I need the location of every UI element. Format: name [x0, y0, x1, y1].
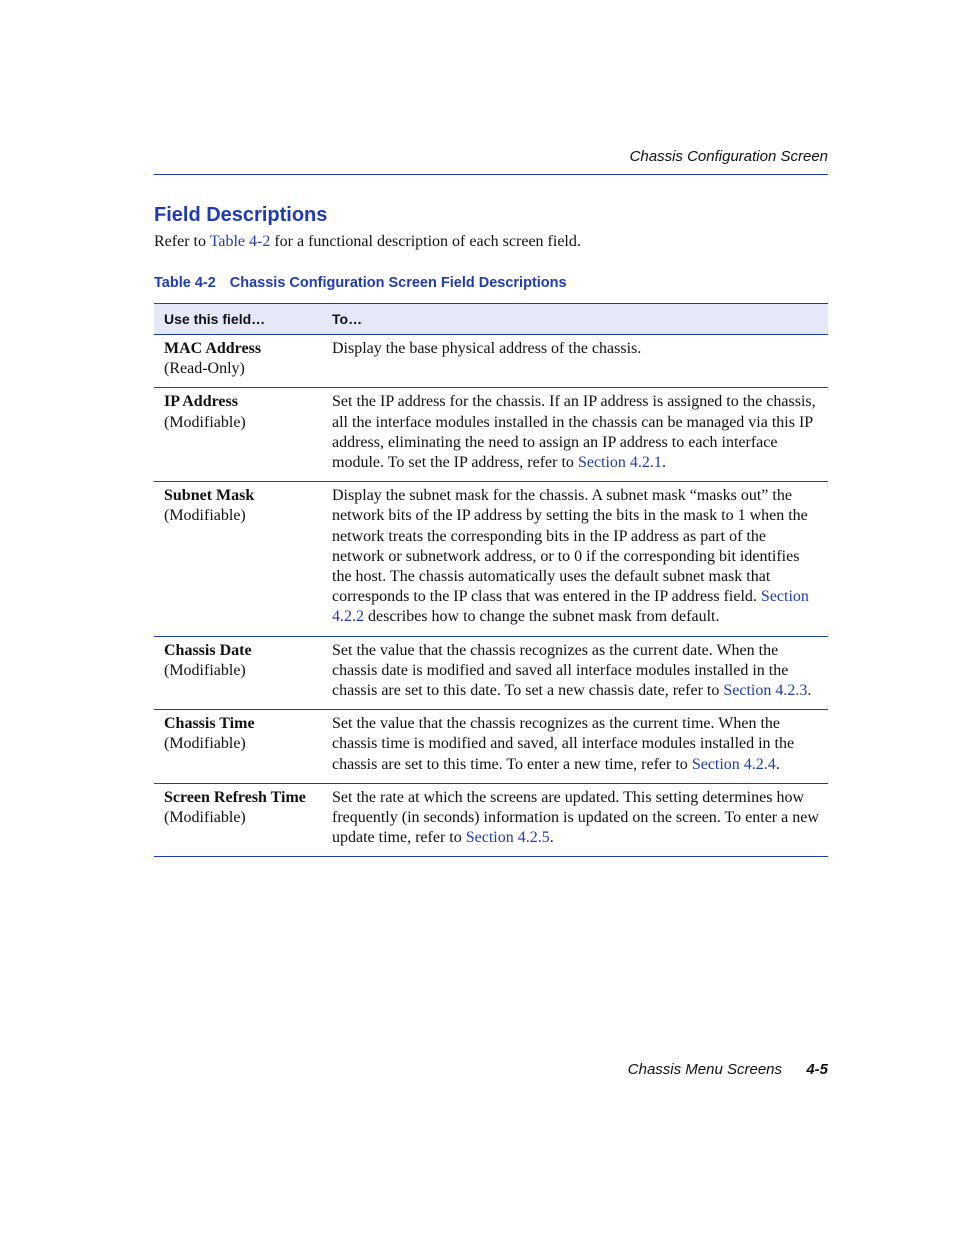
field-descriptions-table — [154, 303, 828, 857]
description-text-after: . — [549, 829, 554, 847]
description-text-after: . — [807, 682, 812, 700]
field-cell — [154, 388, 322, 482]
description-text: Display the subnet mask for the chassis. A subnet mask “masks out” the network bits of the IP address by setting the bits in the mask to 1 when the network treats the corresponding bits in the IP address as part of the network or subnetwork address, or to 0 if the corresponding bit identifies the host. The chassis automatically uses the default subnet mask that corresponds to the IP class that was entered in the IP address field. — [332, 487, 808, 606]
description-text: Display the base physical address of the chassis. — [332, 340, 642, 357]
field-name: Chassis Date — [164, 641, 252, 659]
description-cell — [322, 710, 828, 784]
description-text: Set the IP address for the chassis. If an IP address is assigned to the chassis, all the interface modules installed in the chassis can be managed via this IP address, eliminating the need to assign an IP address to each interface module. To set the IP address, refer to — [332, 393, 816, 472]
intro-text-after: for a functional description of each screen field. — [270, 233, 581, 250]
table-row — [154, 710, 828, 784]
description-text-after: . — [661, 454, 666, 472]
intro-paragraph — [154, 232, 581, 252]
table-caption-title: Chassis Configuration Screen Field Descriptions — [229, 275, 567, 291]
field-cell — [154, 482, 322, 636]
table-caption-number: Table 4-2 — [154, 275, 216, 291]
field-cell — [154, 636, 322, 710]
description-text: Set the rate at which the screens are updated. This setting determines how frequently (in seconds) information is updated on the screen. To enter a new update time, refer to — [332, 788, 819, 847]
field-name: Subnet Mask — [164, 487, 255, 505]
field-access: (Read-Only) — [164, 360, 245, 378]
table-link[interactable]: Table 4-2 — [209, 233, 271, 250]
running-header: Chassis Configuration Screen — [629, 148, 828, 165]
table-row — [154, 783, 828, 857]
description-cell — [322, 482, 828, 636]
table-row — [154, 636, 828, 710]
header-rule — [154, 174, 828, 175]
description-text-after: . — [775, 755, 780, 773]
field-access: (Modifiable) — [164, 507, 246, 525]
section-link[interactable]: Section 4.2.2 — [332, 588, 809, 626]
field-access: (Modifiable) — [164, 809, 246, 827]
section-link[interactable]: Section 4.2.5 — [465, 829, 550, 847]
table-header-row — [154, 304, 828, 335]
field-access: (Modifiable) — [164, 661, 246, 679]
field-cell — [154, 710, 322, 784]
column-header-description: To… — [322, 304, 828, 335]
section-link[interactable]: Section 4.2.4 — [691, 755, 776, 773]
intro-text-before: Refer to — [154, 233, 210, 250]
description-cell — [322, 783, 828, 857]
description-cell — [322, 636, 828, 710]
section-title: Field Descriptions — [154, 204, 328, 226]
section-link[interactable]: Section 4.2.1 — [577, 454, 662, 472]
footer-chapter: Chassis Menu Screens — [627, 1061, 782, 1078]
table-row — [154, 335, 828, 388]
field-name: IP Address — [164, 393, 238, 411]
field-name: Screen Refresh Time — [164, 788, 306, 806]
description-text-after: describes how to change the subnet mask from default. — [364, 608, 720, 626]
field-access: (Modifiable) — [164, 735, 246, 753]
description-text: Set the value that the chassis recognizes as the current time. When the chassis time is modified and saved, all interface modules installed in the chassis are set to this time. To enter a new time, refer to — [332, 715, 795, 773]
field-cell — [154, 783, 322, 857]
table-row — [154, 482, 828, 636]
table-caption — [154, 275, 567, 291]
description-cell — [322, 388, 828, 482]
section-link[interactable]: Section 4.2.3 — [723, 682, 808, 700]
field-cell — [154, 335, 322, 388]
column-header-field: Use this field… — [154, 304, 322, 335]
page-number: 4-5 — [806, 1061, 828, 1078]
table-row — [154, 388, 828, 482]
field-name: MAC Address — [164, 340, 262, 357]
description-text: Set the value that the chassis recognizes as the current date. When the chassis date is modified and saved all interface modules installed in the chassis are set to this date. To set a new chassis date, refer to — [332, 641, 789, 700]
field-name: Chassis Time — [164, 715, 255, 733]
field-access: (Modifiable) — [164, 413, 246, 431]
description-cell — [322, 335, 828, 388]
